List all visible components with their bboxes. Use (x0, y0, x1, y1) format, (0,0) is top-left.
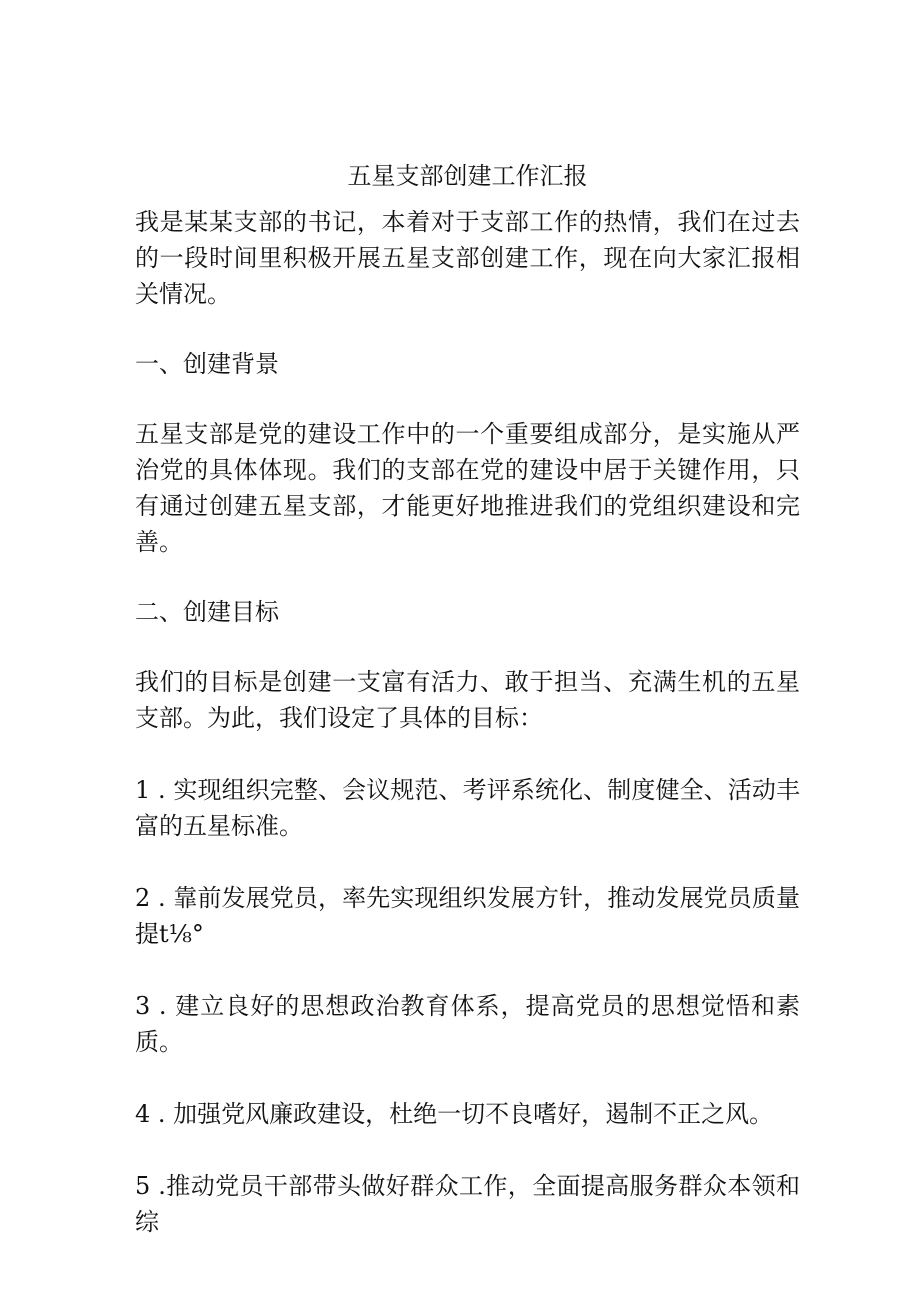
document-content (135, 158, 800, 1240)
goal-item-1: 1 . 实现组织完整、会议规范、考评系统化、制度健全、活动丰富的五星标准。 (135, 776, 800, 840)
goal-item-2: 2 . 靠前发展党员，率先实现组织发展方针，推动发展党员质量提t⅛° (135, 884, 800, 948)
goal-item-3: 3 . 建立良好的思想政治教育体系，提高党员的思想觉悟和素质。 (135, 992, 800, 1056)
goal-item-5: 5 .推动党员干部带头做好群众工作，全面提高服务群众本领和综 (135, 1172, 800, 1236)
goals-paragraph: 我们的目标是创建一支富有活力、敢于担当、充满生机的五星支部。为此，我们设定了具体的目标： (135, 668, 800, 732)
background-paragraph: 五星支部是党的建设工作中的一个重要组成部分，是实施从严治党的具体体现。我们的支部在党的建设中居于关键作用，只有通过创建五星支部，才能更好地推进我们的党组织建设和完善。 (135, 420, 800, 556)
intro-paragraph: 我是某某支部的书记，本着对于支部工作的热情，我们在过去的一段时间里积极开展五星支部创建工作，现在向大家汇报相关情况。 (135, 208, 800, 308)
section-heading-goals: 二、创建目标 (135, 598, 279, 626)
document-title: 五星支部创建工作汇报 (347, 162, 588, 190)
goal-item-4: 4 . 加强党风廉政建设，杜绝一切不良嗜好，遏制不正之风。 (135, 1100, 774, 1128)
section-heading-background: 一、创建背景 (135, 350, 279, 378)
